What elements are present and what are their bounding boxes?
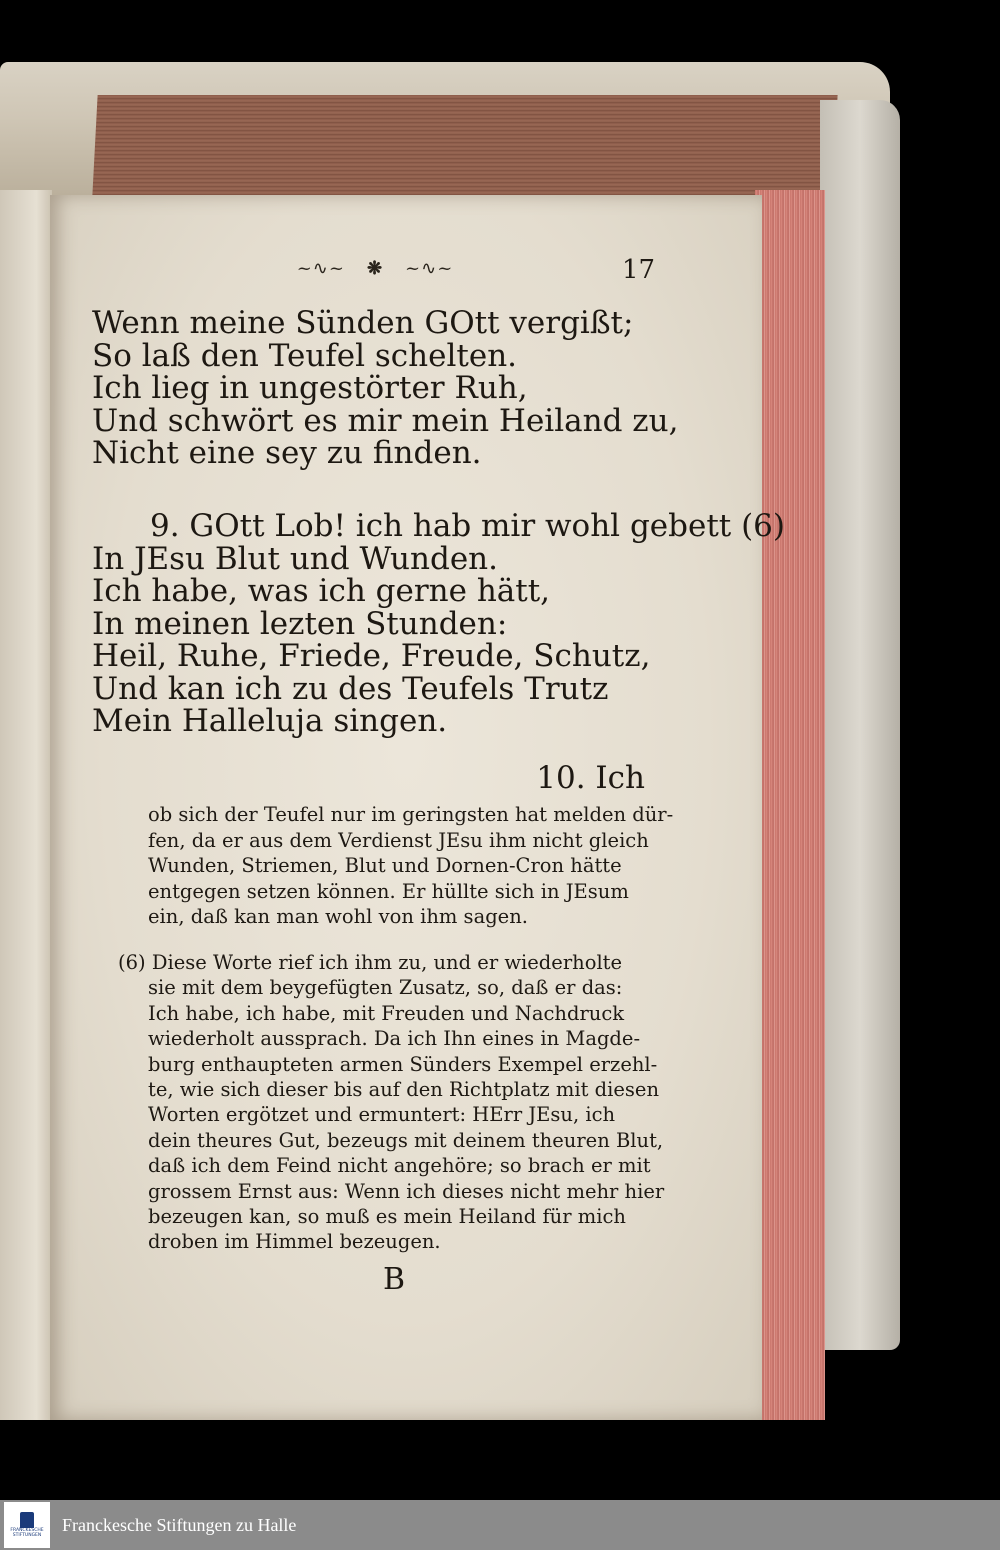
footnote-line: sie mit dem beygefügten Zusatz, so, daß er das: [148,976,623,1000]
verse-line: Nicht eine sey zu finden. [92,435,482,471]
verse-line: Ich habe, was ich gerne hätt, [92,573,551,609]
footnote-line: droben im Himmel bezeugen. [148,1230,441,1254]
footnote-6 [118,950,665,1255]
footer-bar [0,1500,1000,1550]
logo-text: FRANCKESCHE [10,1528,44,1533]
left-page-sliver [0,190,52,1420]
footnote-line: Worten ergötzet und ermuntert: HErr JEsu, ich [148,1103,616,1127]
verse-line: So laß den Teufel schelten. [92,337,518,374]
footnote-line: (6) Diese Worte rief ich ihm zu, und er wiederholte [118,951,623,974]
footnote-line: fen, da er aus dem Verdienst JEsu ihm nicht gleich [148,828,649,852]
red-page-edge [755,190,825,1420]
page-number: 17 [622,255,656,285]
footnote-continued [148,802,674,930]
footnote-line: te, wie sich dieser bis auf den Richtplatz mit diesen [148,1078,660,1102]
footnote-line: burg enthaupteten armen Sünders Exempel erzehl- [148,1052,658,1076]
verse-line: Heil, Ruhe, Friede, Freude, Schutz, [92,638,651,674]
footnote-line: bezeugen kan, so muß es mein Heiland für mich [148,1205,626,1229]
verse-stanza-8 [92,307,678,470]
header-ornament [255,255,495,281]
footnote-line: grossem Ernst aus: Wenn ich dieses nicht mehr hier [148,1179,665,1203]
footnote-line: dein theures Gut, bezeugs mit deinem theuren Blut, [148,1128,664,1152]
catchword: 10. Ich [536,760,645,796]
institution-logo-icon [4,1502,50,1548]
ornament-star-icon: ❋ [366,257,384,279]
verse-line: Und schwört es mir mein Heiland zu, [92,402,679,439]
footnote-line: wiederholt aussprach. Da ich Ihn eines in Magde- [148,1027,641,1051]
verse-line: In meinen lezten Stunden: [92,605,508,642]
page-stack-edge [92,95,837,195]
ornament-flourish-right-icon: ~∿~ [405,257,454,279]
verse-line: 9. GOtt Lob! ich hab mir wohl gebett (6) [150,508,786,544]
footnote-line: ob sich der Teufel nur im geringsten hat melden dür- [148,803,674,826]
footnote-line: Wunden, Striemen, Blut und Dornen-Cron hätte [148,854,622,878]
verse-line: Wenn meine Sünden GOtt vergißt; [92,305,634,341]
footnote-line: ein, daß kan man wohl von ihm sagen. [148,905,528,929]
footnote-line: daß ich dem Feind nicht angehöre; so brach er mit [148,1154,651,1178]
logo-text: STIFTUNGEN [12,1533,42,1538]
footnote-line: Ich habe, ich habe, mit Freuden und Nachdruck [148,1001,625,1025]
verse-line: In JEsu Blut und Wunden. [92,540,498,577]
verse-line: Und kan ich zu des Teufels Trutz [92,670,609,707]
book-cover-edge [820,100,900,1350]
institution-name: Franckesche Stiftungen zu Halle [62,1514,297,1535]
verse-line: Mein Halleluja singen. [92,703,448,739]
ornament-flourish-left-icon: ~∿~ [296,257,345,279]
footnote-line: entgegen setzen können. Er hüllte sich in JEsum [148,879,629,903]
verse-stanza-9 [92,510,785,738]
signature-mark: B [383,1262,406,1297]
logo-building-icon [20,1512,34,1528]
verse-line: Ich lieg in ungestörter Ruh, [92,370,528,406]
